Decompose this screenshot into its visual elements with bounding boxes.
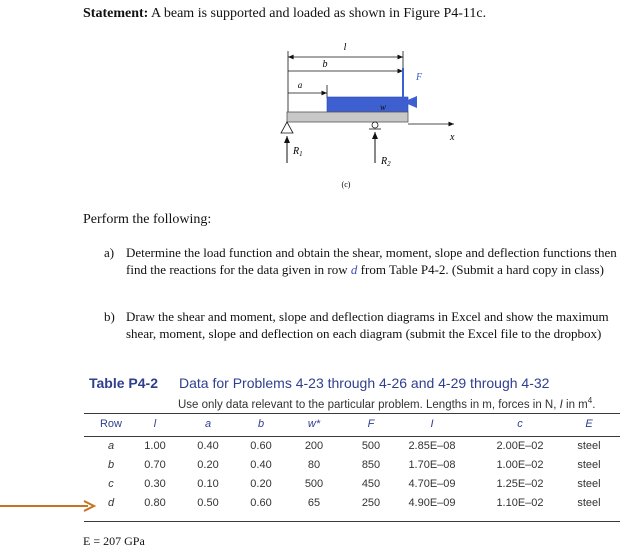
table-cell-r0-c8: steel [577,440,601,452]
beam-figure [270,38,470,198]
distributed-load [327,97,408,112]
table-cell-r2-c0: c [108,478,114,490]
statement-label: Statement: [83,6,149,21]
task-a-label: a) [104,245,115,260]
table-cell-r3-c8: steel [577,497,601,509]
header-row: Row [99,418,122,430]
table-number: Table P4-2 [89,375,158,391]
beam [287,112,408,122]
header-w: w* [307,418,321,430]
figure-caption: (c) [341,180,351,189]
table-cell-r0-c3: 0.60 [250,440,272,452]
table-header-rule [84,436,620,437]
header-b: b [257,418,265,430]
table-cell-r1-c1: 0.70 [144,459,166,471]
table-cell-r1-c4: 80 [307,459,321,471]
header-l: l [153,418,157,430]
table-cell-r2-c2: 0.10 [197,478,219,490]
support-left [281,122,293,133]
table-cell-r2-c5: 450 [361,478,381,490]
table-cell-r1-c2: 0.20 [197,459,219,471]
load-w-label: w [380,102,387,112]
task-a-text: Determine the load function and obtain the shear, moment, slope and deflection functions then find the reactions for the data given in row d from Table P4-2. (Submit a hard copy in class) [126,245,617,277]
table-top-rule [84,413,620,414]
table-cell-r2-c4: 500 [304,478,324,490]
table-cell-r3-c5: 250 [361,497,381,509]
table-cell-r3-c2: 0.50 [197,497,219,509]
table-cell-r0-c0: a [107,440,115,452]
table-cell-r2-c3: 0.20 [250,478,272,490]
table-cell-r3-c0: d [107,497,115,509]
dim-l-label: l [343,42,347,53]
header-E: E [585,418,593,430]
table-cell-r1-c8: steel [577,459,601,471]
table-cell-r2-c8: steel [577,478,601,490]
table-cell-r3-c1: 0.80 [144,497,166,509]
reaction-R2-label: $R_2$ [381,156,391,168]
table-cell-r3-c4: 65 [307,497,321,509]
table-cell-r1-c5: 850 [361,459,381,471]
table-cell-r1-c7: 1.00E–02 [496,459,544,471]
statement-text: A beam is supported and loaded as shown in Figure P4-11c. [148,6,487,21]
force-F-label: F [416,72,423,83]
x-label: x [450,132,455,143]
table-bottom-rule [84,521,620,522]
header-a: a [204,418,212,430]
table-cell-r0-c5: 500 [361,440,381,452]
task-b-text: Draw the shear and moment, slope and deflection diagrams in Excel and show the maximum shear, moment, slope and deflection on each diagram (submit the Excel file to the dropbox) [126,309,609,341]
table-cell-r2-c6: 4.70E–09 [408,478,456,490]
table-cell-r0-c2: 0.40 [197,440,219,452]
task-item-a [104,244,624,278]
header-I: I [430,418,434,430]
table-cell-r0-c6: 2.85E–08 [408,440,456,452]
modulus-note: E = 207 GPa [83,534,145,548]
table-cell-r0-c7: 2.00E–02 [496,440,544,452]
perform-heading: Perform the following: [83,212,212,227]
statement [83,6,486,22]
table-cell-r1-c6: 1.70E–08 [408,459,456,471]
table-cell-r3-c3: 0.60 [250,497,272,509]
table-cell-r3-c6: 4.90E–09 [408,497,456,509]
table-cell-r2-c7: 1.25E–02 [496,478,544,490]
table-note: Use only data relevant to the particular problem. Lengths in m, forces in N, I in $m^4$. [178,396,596,411]
table-cell-r0-c1: 1.00 [144,440,166,452]
table-cell-r1-c0: b [107,459,115,471]
table-cell-r3-c7: 1.10E–02 [496,497,544,509]
table-cell-r2-c1: 0.30 [144,478,166,490]
table-title [89,375,550,391]
table-cell-r0-c4: 200 [304,440,324,452]
task-b-label: b) [104,309,115,324]
table-cell-r1-c3: 0.40 [250,459,272,471]
header-c: c [517,418,523,430]
header-F: F [367,418,375,430]
reaction-R1-label: $R_1$ [293,146,303,158]
dim-b-label: b [322,59,328,70]
table-description: Data for Problems 4-23 through 4-26 and 4-29 through 4-32 [179,375,550,391]
support-right [372,122,378,128]
row-d-highlight-arrow [0,499,96,513]
task-item-b [104,308,624,342]
dim-a-label: a [297,80,303,90]
